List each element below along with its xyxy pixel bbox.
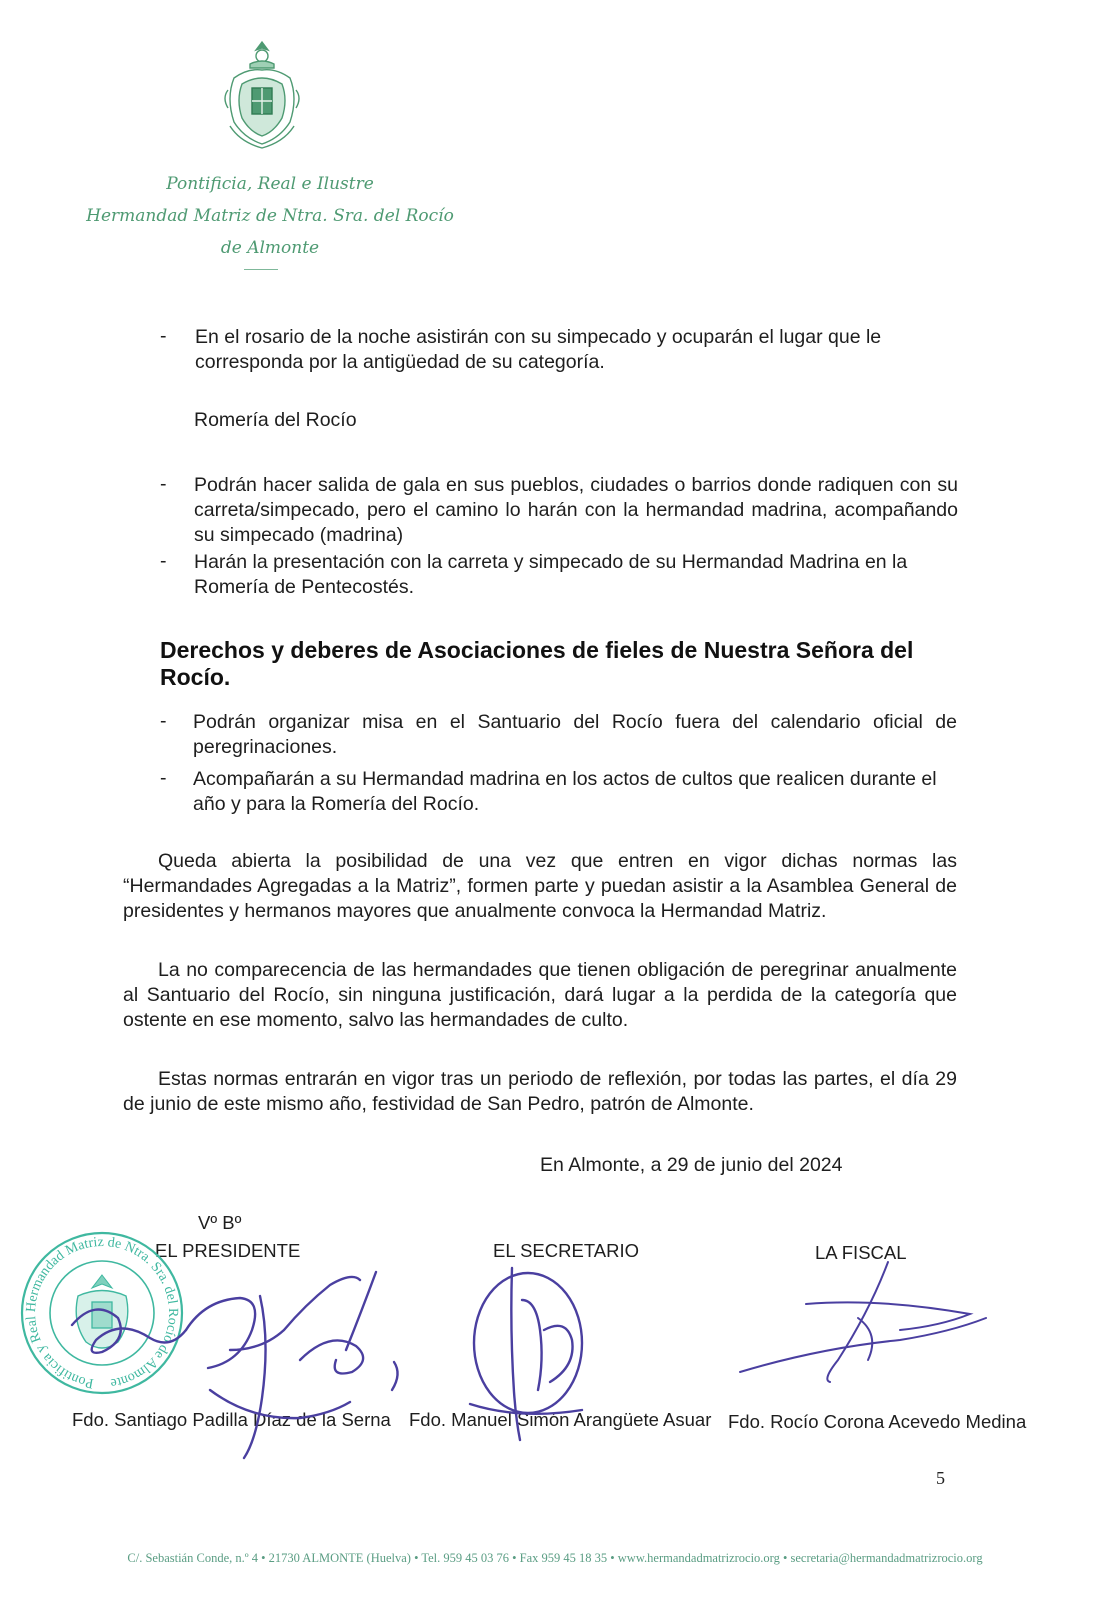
romeria-title: Romería del Rocío [194, 409, 357, 431]
org-line-2: Hermandad Matriz de Ntra. Sra. del Rocío [86, 206, 454, 226]
president-name: Fdo. Santiago Padilla Díaz de la Serna [72, 1409, 391, 1430]
bullet-marker: - [160, 325, 167, 347]
asociaciones-bullet-2: Acompañarán a su Hermandad madrina en los actos de cultos que realicen durante el año y para la Romería del Rocío. [193, 768, 937, 815]
fiscal-title: LA FISCAL [815, 1242, 907, 1263]
romeria-bullet-2: Harán la presentación con la carreta y simpecado de su Hermandad Madrina en la Romería de Pentecostés. [194, 551, 908, 598]
org-line-1: Pontificia, Real e Ilustre [166, 174, 374, 194]
fiscal-name: Fdo. Rocío Corona Acevedo Medina [728, 1411, 1027, 1432]
president-title: EL PRESIDENTE [155, 1240, 301, 1261]
org-line-3: de Almonte [220, 238, 320, 258]
bullet-marker: - [160, 473, 167, 495]
paragraph-comparecencia: La no comparecencia de las hermandades que tienen obligación de peregrinar anualmente al Santuario del Rocío, sin ninguna justificación, dará lugar a la perdida de la categoría que ostente en ese momento, salvo las hermandades de culto. [123, 959, 957, 1031]
footer-contact: C/. Sebastián Conde, n.º 4 • 21730 ALMONTE (Huelva) • Tel. 959 45 03 76 • Fax 959 45 18 35 • www.hermandadmatrizrocio.org • secretaria@hermandadmatrizrocio.org [127, 1551, 983, 1565]
bullet-marker: - [160, 550, 167, 572]
organization-name [40, 168, 500, 264]
secretary-name: Fdo. Manuel Simón Arangüete Asuar [409, 1409, 712, 1430]
rosario-bullet: En el rosario de la noche asistirán con su simpecado y ocuparán el lugar que le corresponda por la antigüedad de su categoría. [195, 326, 882, 373]
section-heading: Derechos y deberes de Asociaciones de fieles de Nuestra Señora del Rocío. [160, 637, 914, 690]
fiscal-signature [740, 1262, 986, 1382]
paragraph-vigor: Estas normas entrarán en vigor tras un periodo de reflexión, por todas las partes, el día 29 de junio de este mismo año, festividad de San Pedro, patrón de Almonte. [123, 1068, 957, 1115]
paragraph-agregadas: Queda abierta la posibilidad de una vez que entren en vigor dichas normas las “Hermandades Agregadas a la Matriz”, formen parte y puedan asistir a la Asamblea General de presidentes y hermanos mayores que anualmente convoca la Hermandad Matriz. [123, 850, 957, 922]
secretary-title: EL SECRETARIO [493, 1240, 639, 1261]
letterhead-divider [244, 269, 278, 270]
vobo-label: Vº Bº [198, 1212, 242, 1233]
page-number: 5 [936, 1468, 945, 1488]
asociaciones-bullet-1: Podrán organizar misa en el Santuario del Rocío fuera del calendario oficial de peregrinaciones. [193, 711, 957, 758]
bullet-marker: - [160, 767, 167, 789]
svg-text:Pontificia y Real Hermandad Ma: Pontificia y Real Hermandad Matriz de Ntra. Sra. del Rocío de Almonte [23, 1234, 181, 1391]
date-line: En Almonte, a 29 de junio del 2024 [540, 1154, 843, 1176]
bullet-marker: - [160, 710, 167, 732]
crest-logo [220, 38, 304, 150]
romeria-bullet-1: Podrán hacer salida de gala en sus pueblos, ciudades o barrios donde radiquen con su carreta/simpecado, pero el camino lo harán con la hermandad madrina, acompañando su simpecado (madrina) [194, 474, 958, 546]
